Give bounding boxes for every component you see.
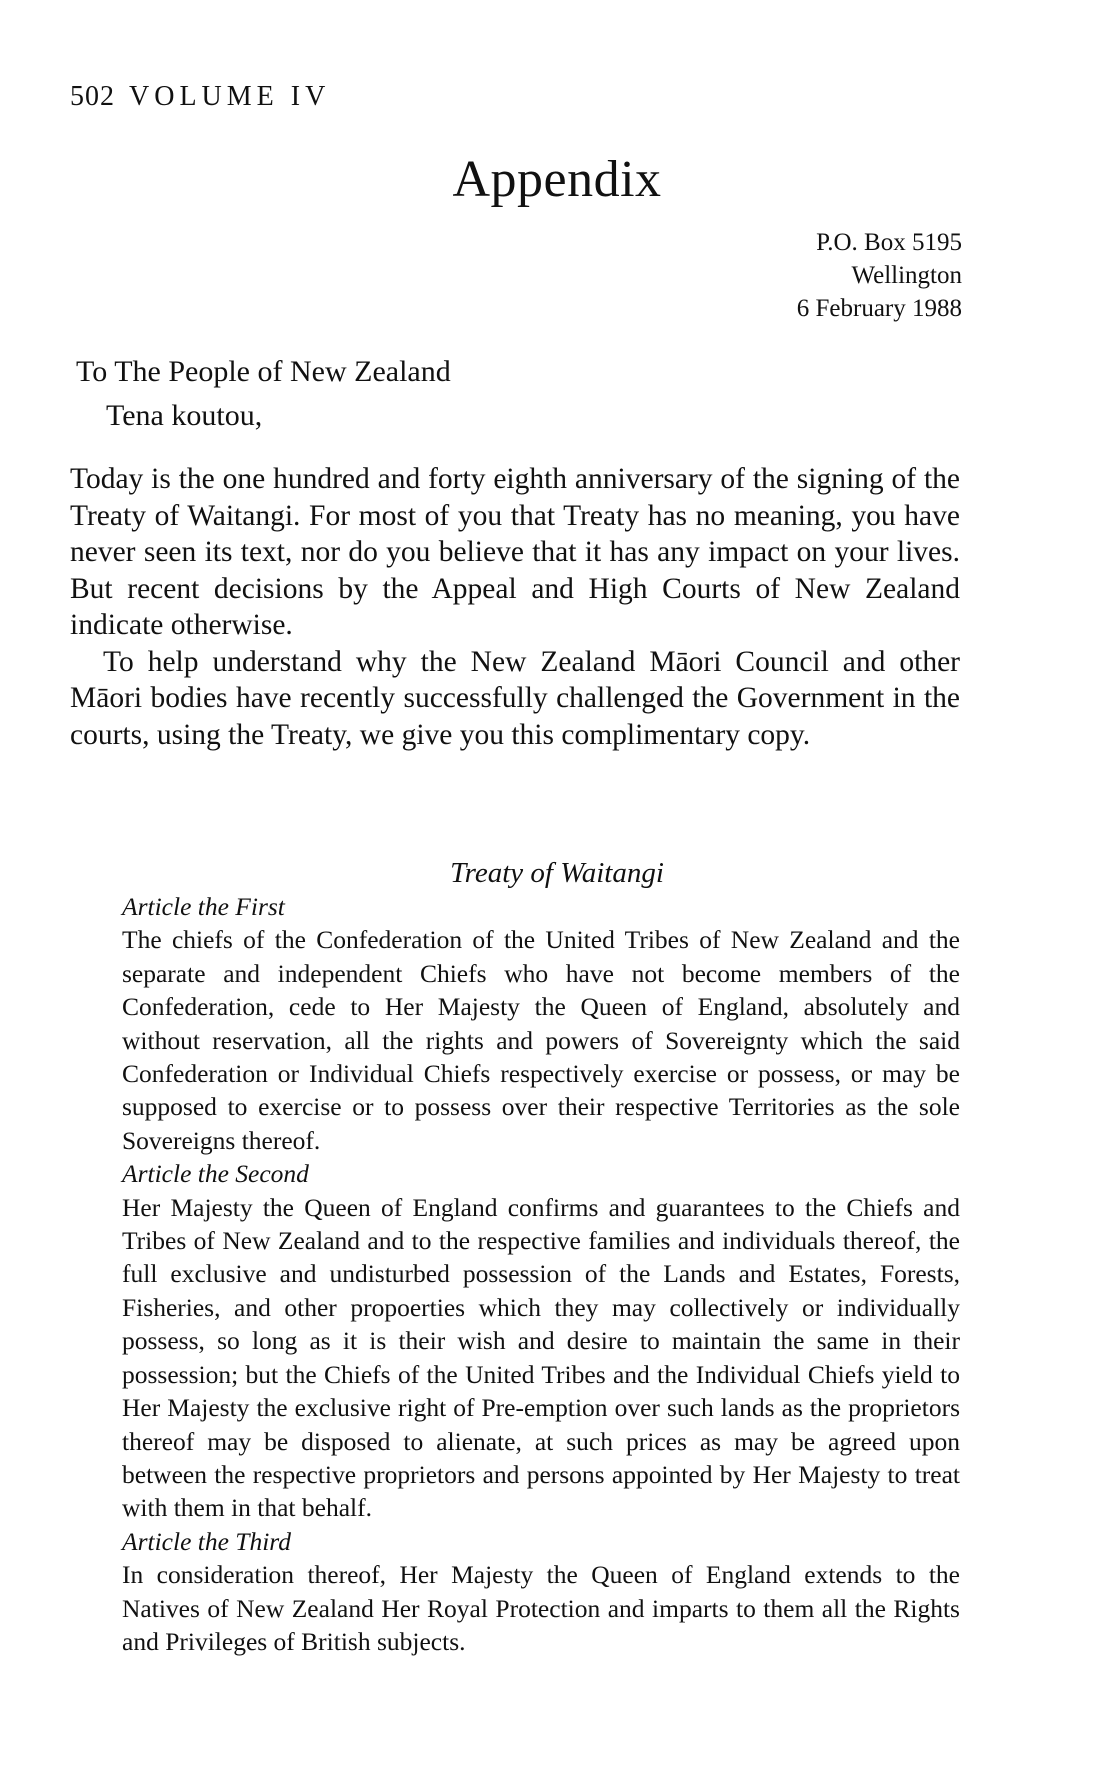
sender-address xyxy=(797,226,962,325)
article-body: Her Majesty the Queen of England confirms and guarantees to the Chiefs and Tribes of New Zealand and to the respective families and individuals thereof, the full exclusive and undisturbed possession of the Lands and Estates, Forests, Fisheries, and other propoerties which they may collectively or individually possess, so long as it is their wish and desire to maintain the same in their possession; but the Chiefs of the United Tribes and the Individual Chiefs yield to Her Majesty the exclusive right of Pre-emption over such lands as the proprietors thereof may be disposed to alienate, at such prices as may be agreed upon between the respective proprietors and persons appointed by Her Majesty to treat with them in that behalf. xyxy=(122,1192,960,1523)
letter-paragraph: Today is the one hundred and forty eighth anniversary of the signing of the Treaty of Waitangi. For most of you that Treaty has no meaning, you have never seen its text, nor do you believe that it has any impact on your lives. But recent decisions by the Appeal and High Courts of New Zealand indicate otherwise. xyxy=(70,463,960,641)
letter-paragraph: To help understand why the New Zealand Māori Council and other Māori bodies have recently successfully challenged the Government in the courts, using the Treaty, we give you this complimentary copy. xyxy=(70,645,960,751)
article-body: In consideration thereof, Her Majesty the Queen of England extends to the Natives of New Zealand Her Royal Protection and imparts to them all the Rights and Privileges of British subjects. xyxy=(122,1560,960,1656)
treaty-title: Treaty of Waitangi xyxy=(450,857,664,889)
article-body: The chiefs of the Confederation of the United Tribes of New Zealand and the separate and independent Chiefs who have not become members of the Confederation, cede to Her Majesty the Queen of England, absolutely and without reservation, all the rights and powers of Sovereignty which the said Confederation or Individual Chiefs respectively exercise or possess, or may be supposed to exercise or to possess over their respective Territories as the sole Sovereigns thereof. xyxy=(122,925,960,1155)
page-title: Appendix xyxy=(452,151,662,208)
salutation-greeting: Tena koutou, xyxy=(106,399,263,432)
article-heading: Article the First xyxy=(122,892,285,921)
article-heading: Article the Second xyxy=(122,1159,309,1189)
salutation-recipient: To The People of New Zealand xyxy=(76,355,451,388)
address-po-box: P.O. Box 5195 xyxy=(816,229,962,256)
address-city: Wellington xyxy=(851,262,962,289)
letter-date: 6 February 1988 xyxy=(796,295,962,322)
article-heading: Article the Third xyxy=(122,1526,292,1556)
letter-body xyxy=(70,461,960,753)
treaty-text xyxy=(122,890,960,1658)
running-head xyxy=(70,80,330,114)
page-number: 502 xyxy=(70,81,115,112)
volume-label: VOLUME IV xyxy=(129,81,331,112)
